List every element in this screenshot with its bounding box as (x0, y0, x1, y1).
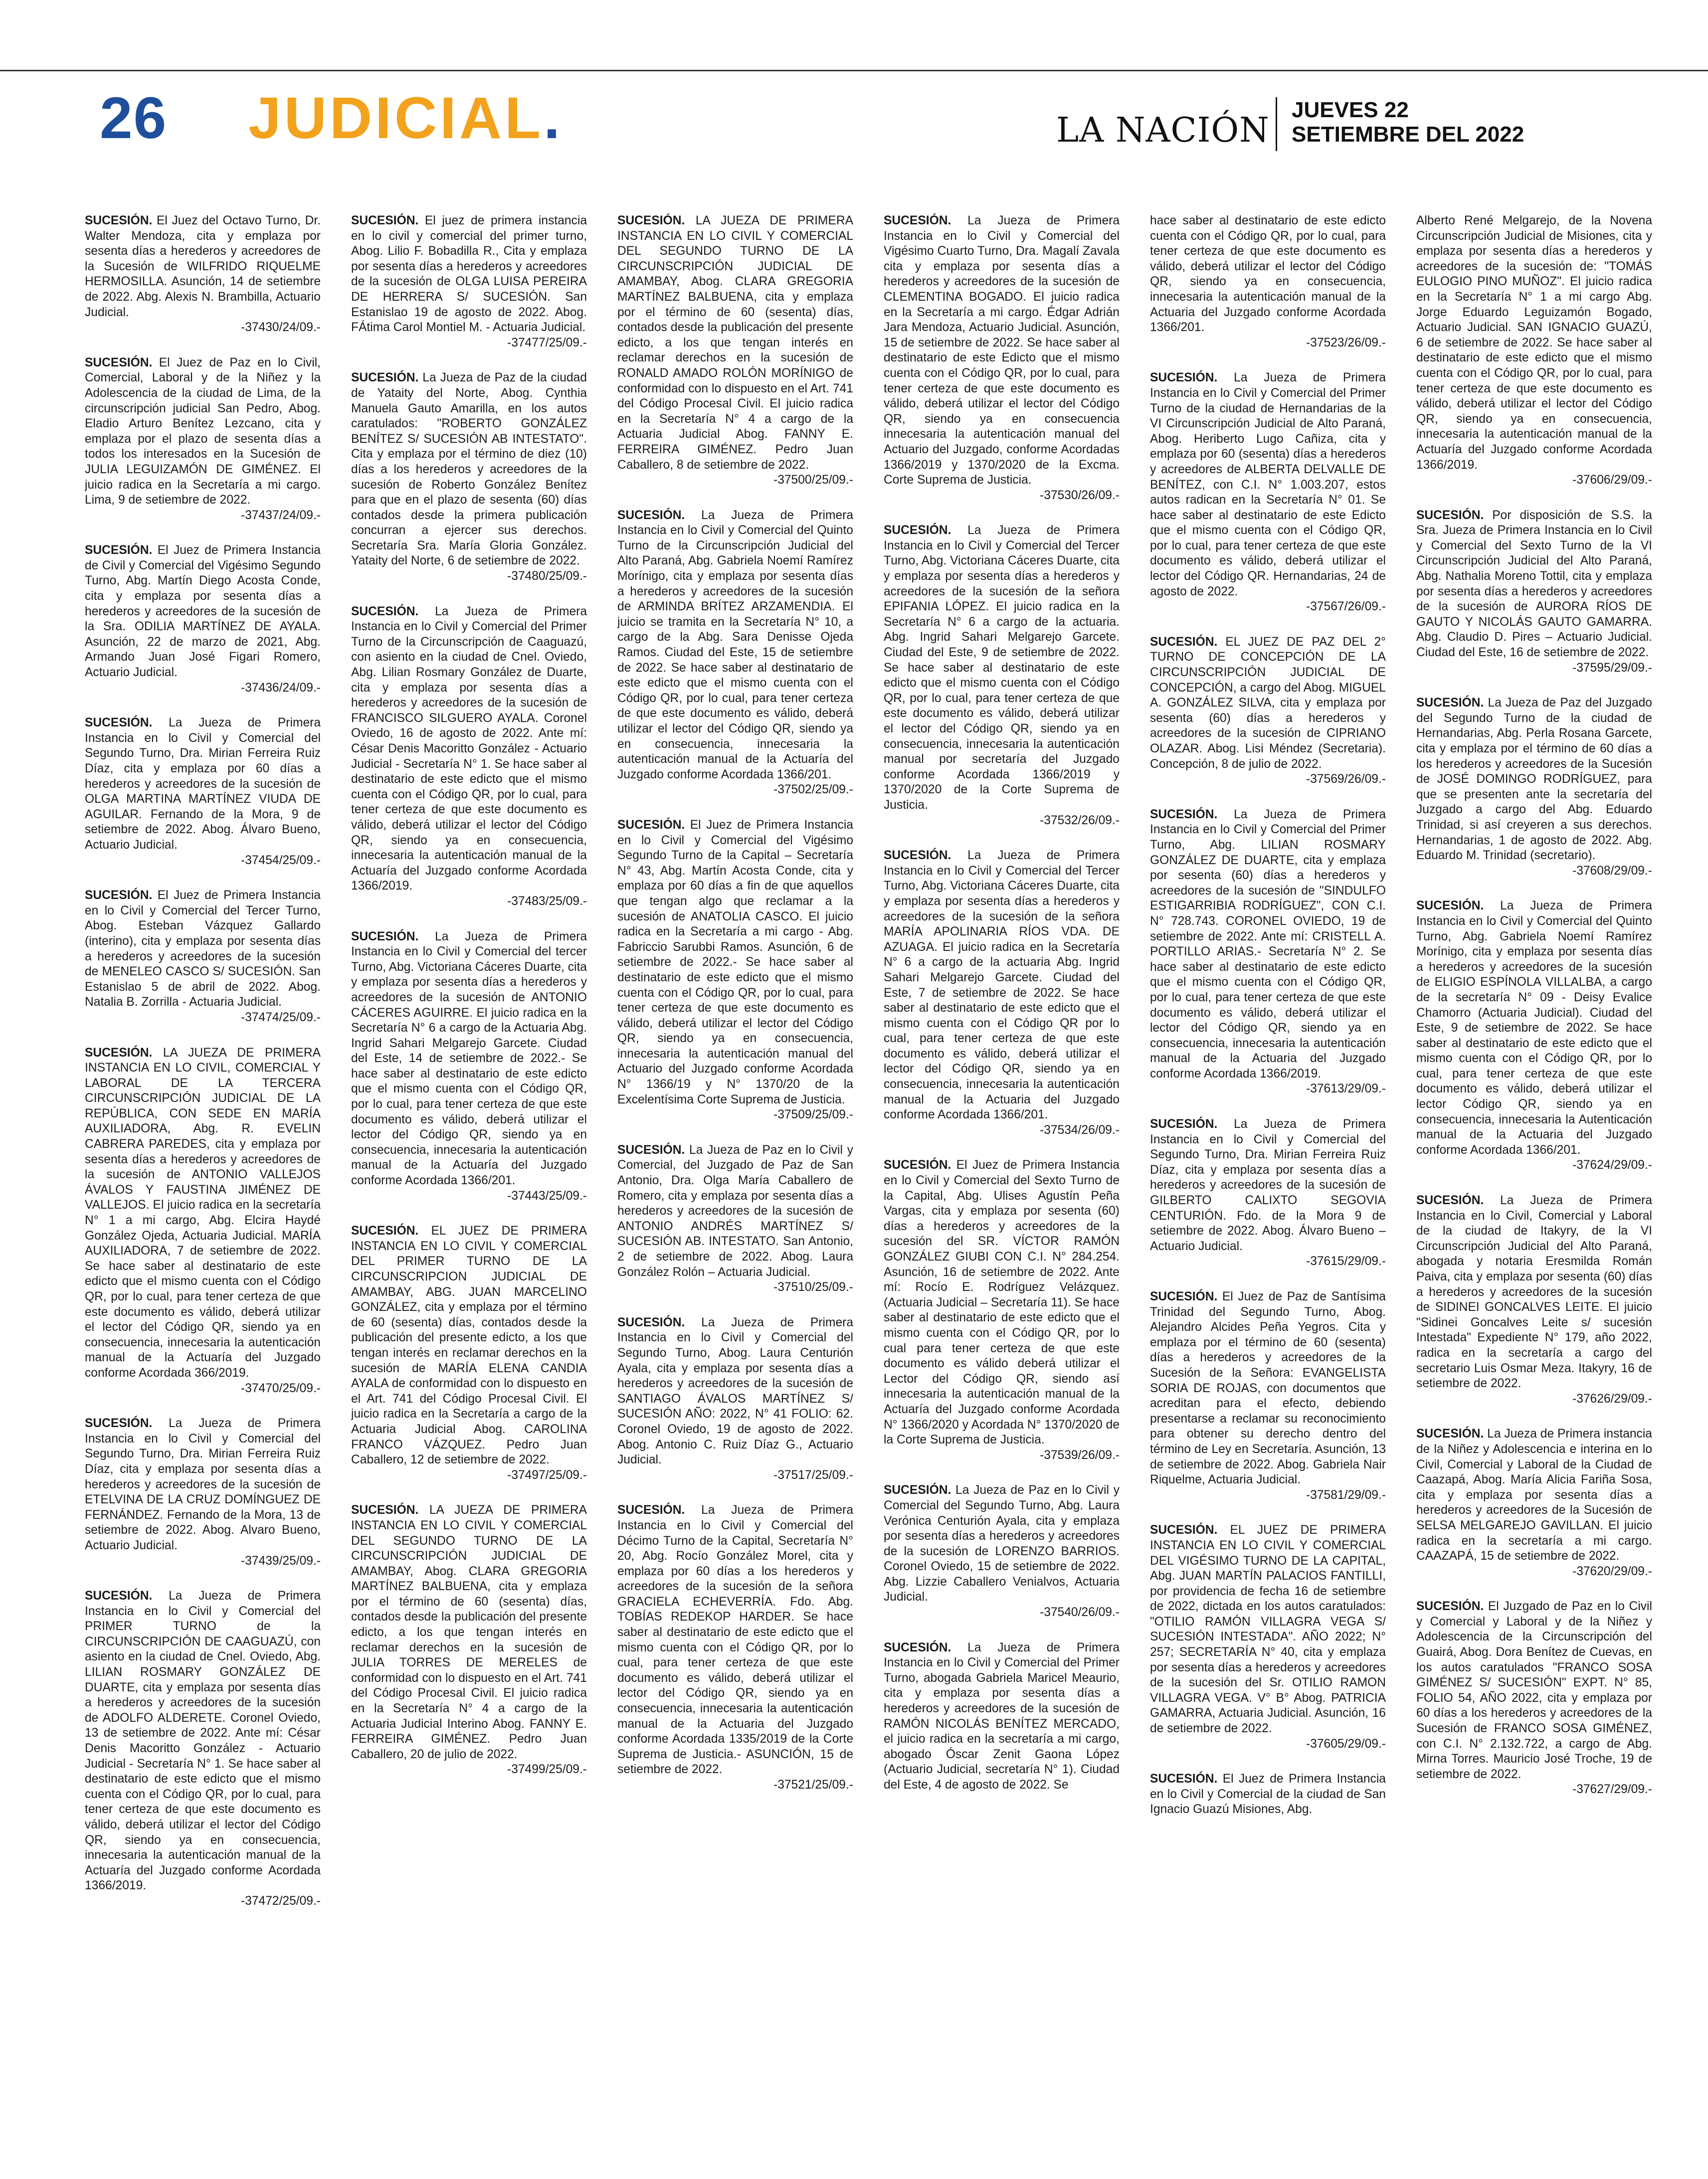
column-3 (617, 213, 853, 2168)
notice-body: La Jueza de Primera Instancia en lo Civil y Comercial del Segundo Turno, Dra. Mirian Ferreira Ruiz Díaz, cita y emplaza por sesenta días a herederos y acreedores de la sucesión de GILBERTO CALIXTO SEGOVIA CENTURIÓN. Fdo. de la Mora 9 de setiembre de 2022. Abog. Álvaro Bueno – Actuario Judicial. (1150, 1117, 1386, 1253)
notice-code: -37472/25/09.- (241, 1894, 321, 1908)
legal-notice (85, 888, 321, 1025)
notice-code: -37605/29/09.- (1306, 1737, 1386, 1751)
column-1 (85, 213, 321, 2168)
notice-keyword: SUCESIÓN. (1150, 635, 1218, 649)
legal-notice (617, 213, 853, 488)
legal-notice (884, 848, 1120, 1138)
notice-keyword: SUCESIÓN. (884, 849, 951, 863)
notice-keyword: SUCESIÓN. (1416, 899, 1484, 913)
notice-keyword: SUCESIÓN. (617, 214, 685, 227)
legal-notice (884, 1158, 1120, 1463)
notice-keyword: SUCESIÓN. (85, 1046, 153, 1060)
notice-body: Por disposición de S.S. la Sra. Jueza de Primera Instancia en lo Civil y Comercial del Sexto Turno de la VI Circunscripción Judicial del Alto Paraná, Abg. Nathalia Moreno Tottil, cita y emplaza por sesenta días a herederos y acreedores de la sucesión de AURORA RÍOS DE GAUTO Y NICOLÁS GAUTO GAMARRA. Abg. Claudio D. Pires – Actuario Judicial. Ciudad del Este, 16 de setiembre de 2022. (1416, 508, 1652, 660)
issue-date-line1: JUEVES 22 (1292, 98, 1409, 122)
legal-notice (1150, 1289, 1386, 1503)
legal-notice (1416, 1427, 1652, 1579)
page-number: 26 (100, 85, 168, 151)
notice-body: La Jueza de Primera Instancia en lo Civil y Comercial del tercer Turno, Abg. Victoriana Cáceres Duarte, cita y emplaza por sesenta días a herederos y acreedores de la sucesión de ANTONIO CÁCERES AGUIRRE. El juicio radica en la Secretaría N° 6 a cargo de la Actuaria Abg. Ingrid Sahari Melgarejo Garcete. Ciudad del Este, 14 de setiembre de 2022.- Se hace saber al destinatario de este edicto que el mismo cuenta con el Código QR, por lo cual, para tener certeza de que este documento es válido, deberá utilizar el lector del Código QR, siendo ya en consecuencia, innecesaria la autenticación manual de la Actuaría del Juzgado conforme Acordada 1366/201. (351, 929, 587, 1188)
notice-body: EL JUEZ DE PAZ DEL 2° TURNO DE CONCEPCIÓN DE LA CIRCUNSCRIPCIÓN JUDICIAL DE CONCEPCIÓN, a cargo del Abog. MIGUEL A. GONZÁLEZ SILVA, cita y emplaza por sesenta (60) días a herederos y acreedores de la sucesión de CIPRIANO OLAZAR. Abog. Lisi Méndez (Secretaria). Concepción, 8 de julio de 2022. (1150, 635, 1386, 771)
notice-code: -37437/24/09.- (241, 508, 321, 522)
notice-keyword: SUCESIÓN. (884, 1483, 951, 1497)
legal-notice (884, 1640, 1120, 1793)
notice-keyword: SUCESIÓN. (351, 604, 419, 618)
notice-code: -37502/25/09.- (773, 783, 853, 797)
issue-date (1292, 98, 1524, 147)
notice-code: -37626/29/09.- (1572, 1392, 1652, 1406)
legal-notice (1150, 1523, 1386, 1752)
notice-code: -37480/25/09.- (507, 569, 587, 583)
legal-notice (1416, 1193, 1652, 1407)
notice-code: -37517/25/09.- (773, 1468, 853, 1482)
notice-code: -37567/26/09.- (1306, 600, 1386, 614)
notice-keyword: SUCESIÓN. (1150, 1772, 1218, 1786)
legal-notice (617, 1315, 853, 1483)
notice-keyword: SUCESIÓN. (85, 1417, 153, 1431)
notice-body: La Jueza de Primera Instancia en lo Civil y Comercial del Quinto Turno, Abg. Gabriela Noemí Ramírez Morínigo, cita y emplaza por sesenta días a herederos y acreedores de la sucesión de ELIGIO ESPÍNOLA VILLALBA, a cargo de la secretaría N° 09 - Deisy Evalice Chamorro (Actuaria Judicial). Ciudad del Este, 9 de setiembre de 2022. Se hace saber al destinatario de este edicto que el mismo cuenta con el Código QR, por lo cual, para tener certeza de que este documento es válido, deberá utilizar el lector Código QR, siendo ya en consecuencia, innecesaria la Autenticación manual de la Actuaria del Juzgado conforme Acordada 1366/201. (1416, 899, 1652, 1157)
column-6 (1416, 213, 1652, 2168)
notice-code: -37615/29/09.- (1306, 1255, 1386, 1269)
legal-notice (351, 604, 587, 909)
notice-code: -37521/25/09.- (773, 1778, 853, 1792)
notice-code: -37510/25/09.- (773, 1280, 853, 1294)
notice-keyword: SUCESIÓN. (1416, 1600, 1484, 1614)
notice-body: La Jueza de Primera Instancia en lo Civil y Comercial del Segundo Turno, Abog. Laura Centurión Ayala, cita y emplaza por sesenta días a herederos y acreedores de la sucesión de SANTIAGO ÁVALOS MARTÍNEZ S/ SUCESIÓN AÑO: 2022, N° 41 FOLIO: 62. Coronel Oviedo, 19 de agosto de 2022. Abog. Antonio C. Ruiz Díaz G., Actuario Judicial. (617, 1315, 853, 1467)
legal-notice (1416, 899, 1652, 1173)
notice-body: El Juez del Octavo Turno, Dr. Walter Mendoza, cita y emplaza por sesenta días a herederos y acreedores de la Sucesión de WILFRIDO RIQUELME HERMOSILLA. Asunción, 14 de setiembre de 2022. Abg. Alexis N. Brambilla, Actuario Judicial. (85, 214, 321, 319)
legal-notice (617, 818, 853, 1123)
notice-body: La Jueza de Paz en lo Civil y Comercial del Segundo Turno, Abg. Laura Verónica Centurión Ayala, cita y emplaza por sesenta días a herederos y acreedores de la sucesión de LORENZO BARRIOS. Coronel Oviedo, 15 de setiembre de 2022. Abg. Lizzie Caballero Venialvos, Actuaria Judicial. (884, 1483, 1120, 1604)
notice-code: -37620/29/09.- (1572, 1564, 1652, 1578)
notice-code: -37581/29/09.- (1306, 1488, 1386, 1502)
notice-keyword: SUCESIÓN. (884, 1158, 951, 1172)
notice-code: -37439/25/09.- (241, 1554, 321, 1568)
legal-notice (85, 213, 321, 336)
notice-code: -37606/29/09.- (1572, 473, 1652, 487)
legal-notice (351, 929, 587, 1204)
notice-keyword: SUCESIÓN. (1150, 371, 1218, 385)
notice-body: La Jueza de Primera Instancia en lo Civil y Comercial del Primer Turno de la Circunscripción de Caaguazú, con asiento en la ciudad de Cnel. Oviedo, Abg. Lilian Rosmary González de Duarte, cita y emplaza por sesenta días a herederos y acreedores de la sucesión de FRANCISCO SILGUERO AYALA. Coronel Oviedo, 16 de agosto de 2022. Ante mí: César Denis Macoritto González - Actuario Judicial - Secretaría N° 1. Se hace saber al destinatario de este edicto que el mismo cuenta con el Código QR, por lo cual, para tener certeza de que este documento es válido, deberá utilizar el lector del Código QR, siendo ya en consecuencia, innecesaria la autenticación manual de la Actuaría del Juzgado conforme Acordada 1366/2019. (351, 604, 587, 893)
newspaper-logo: LA NACIÓN (1056, 111, 1270, 150)
notice-keyword: SUCESIÓN. (617, 1315, 685, 1329)
notice-body: hace saber al destinatario de este edicto cuenta con el Código QR, por lo cual, para tener certeza de que este documento es válido, deberá utilizar el lector del Código QR, siendo ya en consecuencia, innecesaria la autenticación manual de la Actuaria del Juzgado conforme Acordada 1366/201. (1150, 214, 1386, 335)
notice-body: La Jueza de Primera Instancia en lo Civil, Comercial y Laboral de la ciudad de Itakyry, de la VI Circunscripción Judicial del Alto Paraná, abogada y notaria Eresmilda Román Paiva, cita y emplaza por sesenta (60) días a herederos y acreedores de la sucesión de SIDINEI GONCALVES LEITE. El juicio "Sidinei Goncalves Leite s/ sucesión Intestada" Expediente N° 179, año 2022, radica en la secretaría a cargo del secretario Luis Osmar Meza. Itakyry, 16 de setiembre de 2022. (1416, 1194, 1652, 1391)
issue-date-line2: SETIEMBRE DEL 2022 (1292, 122, 1524, 147)
notice-body: LA JUEZA DE PRIMERA INSTANCIA EN LO CIVIL Y COMERCIAL DEL SEGUNDO TURNO DE LA CIRCUNSCRIPCIÓN JUDICIAL DE AMAMBAY, Abog. CLARA GREGORIA MARTÍNEZ BALBUENA, cita y emplaza por el término de 60 (sesenta) días, contados desde la publicación del presente edicto, a los que tengan interés en reclamar derechos en la sucesión de JULIA TORRES DE MERELES de conformidad con lo dispuesto en el Art. 741 del Código Procesal Civil. El juicio radica en la Secretaría N° 4 a cargo de la Actuaria Judicial Interino Abog. FANNY E. FERREIRA GIMÉNEZ. Pedro Juan Caballero, 20 de julio de 2022. (351, 1503, 587, 1761)
notice-keyword: SUCESIÓN. (351, 929, 419, 943)
notice-code: -37530/26/09.- (1040, 488, 1120, 502)
notice-body: El juez de primera instancia en lo civil y comercial del primer turno, Abog. Lilio F. Bobadilla R., Cita y emplaza por sesenta días a herederos y acreedores de la sucesión de OLGA LUISA PEREIRA DE HERRERA S/ SUCESIÓN. San Estanislao 19 de agosto de 2022. Abog. FÁtima Carol Montiel M. - Actuaria Judicial. (351, 214, 587, 335)
legal-notice (884, 1483, 1120, 1620)
notice-code: -37483/25/09.- (507, 894, 587, 908)
notice-keyword: SUCESIÓN. (85, 889, 153, 903)
section-dot: . (544, 85, 563, 151)
notice-body: El Juez de Paz en lo Civil, Comercial, Laboral y de la Niñez y la Adolescencia de la ciudad de Lima, de la circunscripción judicial San Pedro, Abog. Eladio Arturo Benítez Lezcano, cita y emplaza por el plazo de sesenta días a todos los interesados en la Sucesión de JULIA LEGUIZAMÓN DE GIMÉNEZ. El juicio radica en la Secretaría a mi cargo. Lima, 9 de setiembre de 2022. (85, 356, 321, 507)
notice-code: -37430/24/09.- (241, 321, 321, 335)
notice-body: La Jueza de Primera Instancia en lo Civil y Comercial del Quinto Turno de la Circunscripción Judicial del Alto Paraná, Abg. Gabriela Noemí Ramírez Morínigo, cita y emplaza por sesenta días a herederos y acreedores de la sucesión de ARMINDA BRÍTEZ ARZAMENDIA. El juicio se tramita en la Secretaría N° 10, a cargo de la Abg. Sara Denisse Ojeda Ramos. Ciudad del Este, 15 de setiembre de 2022. Se hace saber al destinatario de este edicto que el mismo cuenta con el Código QR, por lo cual, para tener certeza de que este documento es válido, deberá utilizar el lector del Código QR, siendo ya en consecuencia, innecesaria la autenticación manual de la Actuaría del Juzgado conforme Acordada 1366/201. (617, 508, 853, 781)
notice-keyword: SUCESIÓN. (85, 356, 153, 369)
notice-body: El Juez de Primera Instancia en lo Civil y Comercial del Tercer Turno, Abog. Esteban Vázquez Gallardo (interino), cita y emplaza por sesenta días a herederos y acreedores de la sucesión de MENELEO CASCO S/ SUCESIÓN. San Estanislao 5 de abril de 2022. Abog. Natalia B. Zorrilla - Actuaria Judicial. (85, 889, 321, 1009)
legal-notice (85, 1046, 321, 1397)
notice-body: La Jueza de Primera Instancia en lo Civil y Comercial del Primer Turno de la ciudad de Hernandarias de la VI Circunscripción Judicial de Alto Paraná, Abog. Heriberto Lugo Cañiza, cita y emplaza por 60 (sesenta) días a herederos y acreedores de ALBERTA DELVALLE DE BENÍTEZ, con C.I. N° 1.003.207, estos autos radican en la Secretaría N° 01. Se hace saber al destinatario de este Edicto que el mismo cuenta con el Código QR, por lo cual, para tener certeza de que este documento es válido, deberá utilizar el lector del Código QR. Hernandarias, 24 de agosto de 2022. (1150, 371, 1386, 598)
notice-keyword: SUCESIÓN. (617, 1143, 685, 1157)
notice-keyword: SUCESIÓN. (85, 1589, 153, 1603)
section-title (248, 85, 563, 151)
notice-keyword: SUCESIÓN. (1416, 696, 1484, 710)
notice-body: El Juez de Primera Instancia de Civil y Comercial del Vigésimo Segundo Turno, Abg. Martín Diego Acosta Conde, cita y emplaza por sesenta días a herederos y acreedores de la sucesión de la Sra. ODILIA MARTÍNEZ DE AYALA. Asunción, 22 de marzo de 2021, Abg. Armando Juan José Figari Romero, Actuario Judicial. (85, 544, 321, 680)
notice-code: -37523/26/09.- (1306, 336, 1386, 350)
legal-notice (1416, 213, 1652, 488)
notice-keyword: SUCESIÓN. (85, 716, 153, 730)
notice-body: La Jueza de Primera instancia de la Niñez y Adolescencia e interina en lo Civil, Comercial y Laboral de la Ciudad de Caazapá, Abog. María Alicia Fariña Sosa, cita y emplaza por sesenta días a herederos y acreedores de la Sucesión de SELSA MELGAREJO GAVILLAN. El juicio radica en la secretaría a mi cargo. CAAZAPÁ, 15 de setiembre de 2022. (1416, 1427, 1652, 1563)
notice-code: -37454/25/09.- (241, 853, 321, 867)
legal-notice (617, 508, 853, 798)
notice-body: La Jueza de Paz del Juzgado del Segundo Turno de la ciudad de Hernandarias, Abg. Perla Rosana Garcete, cita y emplaza por el término de 60 días a los herederos y acreedores de la Sucesión de JOSÉ DOMINGO RODRÍGUEZ, para que se presenten ante la secretaría del Juzgado a cargo del Abg. Eduardo Trinidad, si así creyeren a sus derechos. Hernandarias, 1 de agosto de 2022. Abg. Eduardo M. Trinidad (secretario). (1416, 696, 1652, 863)
notice-body: El Juez de Primera Instancia en lo Civil y Comercial del Vigésimo Segundo Turno de la Capital – Secretaría N° 43, Abg. Martín Acosta Conde, cita y emplaza por 60 días a fin de que aquellos que tengan algo que reclamar a la sucesión de ANATOLIA CASCO. El juicio radica en la Secretaría a mi cargo - Abg. Fabriccio Sarubbi Ramos. Asunción, 6 de setiembre de 2022.- Se hace saber al destinatario de este edicto que el mismo cuenta con el Código QR, por lo cual, para tener certeza de que este documento es válido, deberá utilizar el lector del Código QR, siendo ya en consecuencia, innecesaria la autenticación manual del Actuario del Juzgado conforme Acordada N° 1366/19 y N° 1370/20 de la Excelentísima Corte Suprema de Justicia. (617, 818, 853, 1106)
notice-keyword: SUCESIÓN. (351, 371, 419, 385)
legal-notice (1416, 1599, 1652, 1798)
legal-notice (351, 1224, 587, 1483)
notice-code: -37624/29/09.- (1572, 1158, 1652, 1172)
notice-code: -37499/25/09.- (507, 1763, 587, 1777)
notice-body: El Juez de Primera Instancia en lo Civil y Comercial de la ciudad de San Ignacio Guazú Misiones, Abg. (1150, 1772, 1386, 1816)
notice-body: La Jueza de Primera Instancia en lo Civil y Comercial del PRIMER TURNO de la CIRCUNSCRIPCIÓN DE CAAGUAZÚ, con asiento en la ciudad de Cnel. Oviedo, Abg. LILIAN ROSMARY GONZÁLEZ DE DUARTE, cita y emplaza por sesenta días a herederos y acreedores de la sucesión de ADOLFO ALDERETE. Coronel Oviedo, 13 de setiembre de 2022. Ante mí: César Denis Macoritto González - Actuario Judicial - Secretaría N° 1. Se hace saber al destinatario de este edicto que el mismo cuenta con el Código QR, por lo cual, para tener certeza de que este documento es válido, deberá utilizar el lector del Código QR, siendo ya en consecuencia, innecesaria la autenticación manual de la Actuaría del Juzgado conforme Acordada 1366/2019. (85, 1589, 321, 1893)
notice-keyword: SUCESIÓN. (1150, 1523, 1218, 1537)
legal-notice (351, 213, 587, 351)
notice-code: -37532/26/09.- (1040, 813, 1120, 827)
notice-code: -37595/29/09.- (1572, 661, 1652, 675)
notice-keyword: SUCESIÓN. (1150, 807, 1218, 821)
legal-notice (85, 543, 321, 696)
legal-notice (85, 356, 321, 524)
notice-keyword: SUCESIÓN. (85, 214, 153, 227)
notice-keyword: SUCESIÓN. (351, 1503, 419, 1517)
legal-notice (617, 1143, 853, 1295)
notice-keyword: SUCESIÓN. (351, 214, 419, 227)
legal-notice (351, 370, 587, 584)
notice-keyword: SUCESIÓN. (1416, 1427, 1484, 1441)
notice-code: -37497/25/09.- (507, 1468, 587, 1482)
legal-notice (1416, 696, 1652, 879)
top-rule (0, 70, 1708, 71)
legal-notice (1150, 213, 1386, 351)
notice-body: La Jueza de Paz de la ciudad de Yataity del Norte, Abog. Cynthia Manuela Gauto Amarilla, en los autos caratulados: "ROBERTO GONZÁLEZ BENÍTEZ S/ SUCESIÓN AB INTESTATO". Cita y emplaza por el término de diez (10) días a los herederos y acreedores de la sucesión de Roberto González Benítez para que en el plazo de sesenta (60) días contados desde la primera publicación concurran a ejercer sus derechos. Secretaría Sra. María Gloria González. Yataity del Norte, 6 de setiembre de 2022. (351, 371, 587, 568)
legal-notice (1416, 508, 1652, 676)
notice-body: La Jueza de Paz en lo Civil y Comercial, del Juzgado de Paz de San Antonio, Dra. Olga María Caballero de Romero, cita y emplaza por sesenta días a herederos y acreedores de la sucesión de ANTONIO ANDRÉS MARTÍNEZ S/ SUCESIÓN AB. INTESTATO. San Antonio, 2 de setiembre de 2022. Abog. Laura González Rolón – Actuaria Judicial. (617, 1143, 853, 1279)
notice-code: -37540/26/09.- (1040, 1606, 1120, 1620)
notice-body: La Jueza de Primera Instancia en lo Civil y Comercial del Vigésimo Cuarto Turno, Dra. Magalí Zavala cita y emplaza por sesenta días a herederos y acreedores de la sucesión de CLEMENTINA BOGADO. El juicio radica en la Secretaría a mi cargo. Édgar Adrián Jara Mendoza, Actuario Judicial. Asunción, 15 de setiembre de 2022. Se hace saber al destinatario de este Edicto que el mismo cuenta con el Código QR, por lo cual, para tener certeza de que este documento es válido, deberá utilizar el lector del Código QR, siendo ya en consecuencia innecesaria la autenticación manual del Actuario del Juzgado, conforme Acordadas 1366/2019 y 1370/2020 de la Excma. Corte Suprema de Justicia. (884, 214, 1120, 487)
notice-body: EL JUEZ DE PRIMERA INSTANCIA EN LO CIVIL Y COMERCIAL DEL PRIMER TURNO DE LA CIRCUNSCRIPCION JUDICIAL DE AMAMBAY, ABG. JUAN MARCELINO GONZÁLEZ, cita y emplaza por el término de 60 (sesenta) días, contados desde la publicación del presente edicto, a los que tengan interés en reclamar derechos en la sucesión de MARÍA ELENA CANDIA AYALA de conformidad con lo dispuesto en el Art. 741 del Código Procesal Civil. El juicio radica en la Secretaría a cargo de la Actuaria Judicial Abog. CAROLINA FRANCO VÁZQUEZ. Pedro Juan Caballero, 12 de setiembre de 2022. (351, 1224, 587, 1467)
notice-keyword: SUCESIÓN. (1150, 1290, 1218, 1303)
notice-body: La Jueza de Primera Instancia en lo Civil y Comercial del Décimo Turno de la Capital, Secretaría N° 20, Abg. Rocío González Morel, cita y emplaza por 60 días a los herederos y acreedores de la sucesión de la señora GRACIELA ECHEVERRÍA. Fdo. Abg. TOBÍAS REDEKOP HARDER. Se hace saber al destinatario de este edicto que el mismo cuenta con el Código QR, por lo cual, para tener certeza de que este documento es válido, deberá utilizar el lector del Código QR, siendo ya en consecuencia, innecesaria la autenticación manual de la Actuaria del Juzgado conforme Acordada 1335/2019 de la Corte Suprema de Justicia.- ASUNCIÓN, 15 de setiembre de 2022. (617, 1503, 853, 1777)
notice-body: El Juzgado de Paz en lo Civil y Comercial y Laboral y de la Niñez y Adolescencia de la Circunscripción del Guairá, Abog. Dora Benítez de Cuevas, en los autos caratulados "FRANCO SOSA GIMÉNEZ S/ SUCESIÓN" EXPT. N° 85, FOLIO 54, AÑO 2022, cita y emplaza por 60 días a los herederos y acreedores de la Sucesión de FRANCO SOSA GIMÉNEZ, con C.I. N° 2.132.722, a cargo de Abg. Mirna Torres. Mauricio José Troche, 19 de setiembre de 2022. (1416, 1600, 1652, 1781)
notice-code: -37569/26/09.- (1306, 772, 1386, 786)
legal-notice (617, 1503, 853, 1793)
notice-keyword: SUCESIÓN. (617, 818, 685, 832)
notice-keyword: SUCESIÓN. (85, 544, 153, 557)
notice-keyword: SUCESIÓN. (617, 508, 685, 522)
notice-body: La Jueza de Primera Instancia en lo Civil y Comercial del Primer Turno, abogada Gabriela Maricel Meaurio, cita y emplaza por sesenta días a herederos y acreedores de la sucesión de RAMÓN NICOLÁS BENÍTEZ MERCADO, el juicio radica en la secretaría a mi cargo, abogado Óscar Zenit Gaona López (Actuario Judicial, secretaría N° 1). Ciudad del Este, 4 de agosto de 2022. Se (884, 1640, 1120, 1792)
column-2 (351, 213, 587, 2168)
legal-notice (884, 523, 1120, 828)
legal-notice (1150, 1772, 1386, 1817)
notice-body: El Juez de Primera Instancia en lo Civil y Comercial del Sexto Turno de la Capital, Abg. Ulises Agustín Peña Vargas, cita y emplaza por sesenta (60) días a herederos y acreedores de la sucesión del SR. VÍCTOR RAMÓN GONZÁLEZ GIUBI CON C.I. N° 284.254. Asunción, 16 de setiembre de 2022. Ante mí: Rocío E. Rodríguez Velázquez. (Actuaria Judicial – Secretaría 11). Se hace saber al destinatario de este edicto que el mismo cuenta con el Código QR, por lo cual para tener certeza de que este documento es válido deberá utilizar el Lector del Código QR, siendo así innecesaria la autenticación manual de la Actuaría del Juzgado conforme Acordada N° 1366/2020 y Acordada N° 1370/2020 de la Corte Suprema de Justicia. (884, 1158, 1120, 1447)
notices-area (85, 213, 1653, 2168)
column-5 (1150, 213, 1386, 2168)
masthead-divider (1276, 97, 1277, 151)
column-4 (884, 213, 1120, 2168)
notice-keyword: SUCESIÓN. (884, 1640, 951, 1654)
legal-notice (1150, 1117, 1386, 1270)
notice-body: La Jueza de Primera Instancia en lo Civil y Comercial del Primer Turno, Abg. LILIAN ROSMARY GONZÁLEZ DE DUARTE, cita y emplaza por sesenta (60) días a herederos y acreedores de la sucesión de "SINDULFO ESTIGARRIBIA RODRÍGUEZ", CON C.I. N° 728.743. CORONEL OVIEDO, 19 de setiembre de 2022. Ante mí: CRISTELL A. PORTILLO ARIAS.- Secretaría N° 2. Se hace saber al destinatario de este edicto que el mismo cuenta con el Código QR, por lo cual, para tener certeza de que este documento es válido, deberá utilizar el lector del Código QR, siendo ya en consecuencia, innecesaria la autenticación manual de la Actuaria del Juzgado conforme Acordada 1366/2019. (1150, 807, 1386, 1081)
legal-notice (85, 716, 321, 868)
notice-body: La Jueza de Primera Instancia en lo Civil y Comercial del Segundo Turno, Dra. Mirian Ferreira Ruiz Díaz, cita y emplaza por sesenta días a herederos y acreedores de la sucesión de ETELVINA DE LA CRUZ DOMÍNGUEZ DE FERNÁNDEZ. Fernando de la Mora, 13 de setiembre de 2022. Abog. Alvaro Bueno, Actuario Judicial. (85, 1417, 321, 1552)
notice-body: Alberto René Melgarejo, de la Novena Circunscripción Judicial de Misiones, cita y emplaza por sesenta días a herederos y acreedores de la sucesión de: "TOMÁS EULOGIO PINO MUÑOZ". El juicio radica en la Secretaría N° 1 a mi cargo Abg. Jorge Eduardo Leguizamón Bogado, Actuario Judicial. SAN IGNACIO GUAZÚ, 6 de setiembre de 2022. Se hace saber al destinatario de este edicto que el mismo cuenta con el Código QR, por lo cual, para tener certeza de que este documento es válido, deberá utilizar el lector del Código QR, siendo ya en consecuencia, innecesaria la autenticación manual de la Actuaría del Juzgado conforme Acordada 1366/2019. (1416, 214, 1652, 472)
notice-body: La Jueza de Primera Instancia en lo Civil y Comercial del Tercer Turno, Abg. Victoriana Cáceres Duarte, cita y emplaza por sesenta días a herederos y acreedores de la sucesión de la señora EPIFANIA LÓPEZ. El juicio radica en la Secretaría N° 6 a cargo de la actuaria. Abg. Ingrid Sahari Melgarejo Garcete. Ciudad del Este, 9 de setiembre de 2022. Se hace saber al destinatario de este edicto que el mismo cuenta con el Código QR, por lo cual, para tener certeza de que este documento es válido, deberá utilizar el lector del Código QR, siendo ya en consecuencia, innecesaria la autenticación manual por secretaría del Juzgado conforme Acordada 1366/2019 y 1370/2020 de la Corte Suprema de Justicia. (884, 524, 1120, 812)
notice-code: -37613/29/09.- (1306, 1082, 1386, 1096)
notice-keyword: SUCESIÓN. (351, 1224, 419, 1238)
notice-code: -37477/25/09.- (507, 336, 587, 350)
notice-code: -37436/24/09.- (241, 681, 321, 695)
legal-notice (1150, 807, 1386, 1097)
notice-body: La Jueza de Primera Instancia en lo Civil y Comercial del Tercer Turno, Abg. Victoriana Cáceres Duarte, cita y emplaza por sesenta días a herederos y acreedores de la sucesión de la señora MARÍA APOLINARIA RÍOS VDA. DE AZUAGA. El juicio radica en la Secretaría N° 6 a cargo de la actuaria Abg. Ingrid Sahari Melgarejo Garcete. Ciudad del Este, 7 de setiembre de 2022. Se hace saber al destinatario de este edicto que el mismo cuenta con el Código QR por lo cual, para tener certeza de que este documento es válido, deberá utilizar el lector del Código QR, siendo ya en consecuencia, innecesaria la autenticación manual de la Actuaria del Juzgado conforme Acordada 1366/201. (884, 849, 1120, 1122)
notice-keyword: SUCESIÓN. (1150, 1117, 1218, 1131)
notice-keyword: SUCESIÓN. (1416, 1194, 1484, 1208)
notice-code: -37443/25/09.- (507, 1189, 587, 1203)
legal-notice (884, 213, 1120, 503)
section-name: JUDICIAL (248, 85, 544, 151)
legal-notice (351, 1503, 587, 1778)
notice-keyword: SUCESIÓN. (617, 1503, 685, 1517)
notice-code: -37534/26/09.- (1040, 1123, 1120, 1137)
notice-code: -37500/25/09.- (773, 473, 853, 487)
notice-code: -37509/25/09.- (773, 1108, 853, 1122)
legal-notice (1150, 370, 1386, 615)
notice-code: -37608/29/09.- (1572, 864, 1652, 878)
notice-keyword: SUCESIÓN. (1416, 508, 1484, 522)
legal-notice (85, 1589, 321, 1909)
notice-body: LA JUEZA DE PRIMERA INSTANCIA EN LO CIVIL, COMERCIAL Y LABORAL DE LA TERCERA CIRCUNSCRIPCIÓN JUDICIAL DE LA REPÚBLICA, CON SEDE EN MARÍA AUXILIADORA, Abg. R. EVELIN CABRERA PAREDES, cita y emplaza por sesenta días a herederos y acreedores de la sucesión de ANTONIO VALLEJOS ÁVALOS Y FAUSTINA JIMÉNEZ DE VALLEJOS. El juicio radica en la secretaría N° 1 a mi cargo, Abg. Elcira Haydé González Ojeda, Actuaria Judicial. MARÍA AUXILIADORA, 7 de setiembre de 2022. Se hace saber al destinatario de este edicto que el mismo cuenta con el Código QR, por lo cual, para tener certeza de que este documento es válido, deberá utilizar el lector del Código QR, siendo ya en consecuencia, innecesaria la autenticación manual de la Actuaría del Juzgado conforme Acordada 366/2019. (85, 1046, 321, 1380)
notice-code: -37627/29/09.- (1572, 1783, 1652, 1797)
notice-code: -37474/25/09.- (241, 1010, 321, 1024)
legal-notice (85, 1416, 321, 1569)
notice-body: La Jueza de Primera Instancia en lo Civil y Comercial del Segundo Turno, Dra. Mirian Ferreira Ruiz Díaz, cita y emplaza por 60 días a herederos y acreedores de la sucesión de OLGA MARTINA MARTÍNEZ VIUDA DE AGUILAR. Fernando de la Mora, 9 de setiembre de 2022. Abog. Álvaro Bueno, Actuario Judicial. (85, 716, 321, 852)
notice-keyword: SUCESIÓN. (884, 524, 951, 538)
notice-keyword: SUCESIÓN. (884, 214, 951, 227)
notice-body: LA JUEZA DE PRIMERA INSTANCIA EN LO CIVIL Y COMERCIAL DEL SEGUNDO TURNO DE LA CIRCUNSCRIPCIÓN JUDICIAL DE AMAMBAY, Abog. CLARA GREGORIA MARTÍNEZ BALBUENA, cita y emplaza por el término de 60 (sesenta) días, contados desde la publicación del presente edicto, a los que tengan interés en reclamar derechos en la sucesión de RONALD AMADO ROLÓN MORÍNIGO de conformidad con lo dispuesto en el Art. 741 del Código Procesal Civil. El juicio radica en la Secretaría N° 4 a cargo de la Actuaria Judicial Abog. FANNY E. FERREIRA GIMÉNEZ. Pedro Juan Caballero, 8 de setiembre de 2022. (617, 214, 853, 472)
notice-body: EL JUEZ DE PRIMERA INSTANCIA EN LO CIVIL Y COMERCIAL DEL VIGÉSIMO TURNO DE LA CAPITAL, Abg. JUAN MARTÍN PALACIOS FANTILLI, por providencia de fecha 16 de setiembre de 2022, dictada en los autos caratulados: "OTILIO RAMÓN VILLAGRA VEGA S/ SUCESIÓN INTESTADA". AÑO 2022; N° 257; SECRETARÍA N° 40, cita y emplaza por sesenta días a herederos y acreedores de la sucesión del Sr. OTILIO RAMON VILLAGRA VEGA. V° B° Abog. PATRICIA GAMARRA, Actuaria Judicial. Asunción, 16 de setiembre de 2022. (1150, 1523, 1386, 1736)
notice-code: -37470/25/09.- (241, 1381, 321, 1395)
notice-code: -37539/26/09.- (1040, 1448, 1120, 1462)
legal-notice (1150, 635, 1386, 787)
notice-body: El Juez de Paz de Santísima Trinidad del Segundo Turno, Abog. Alejandro Alcides Peña Yegros. Cita y emplaza por el término de 60 (sesenta) días a herederos y acreedores de la Sucesión de la Señora: EVANGELISTA SORIA DE ROJAS, con documentos que acreditan para el efecto, debiendo presentarse a reclamar su reconocimiento para obtener su derecho dentro del término de Ley en Secretaría. Asunción, 13 de setiembre de 2022. Abog. Gabriela Nair Riquelme, Actuaria Judicial. (1150, 1290, 1386, 1487)
